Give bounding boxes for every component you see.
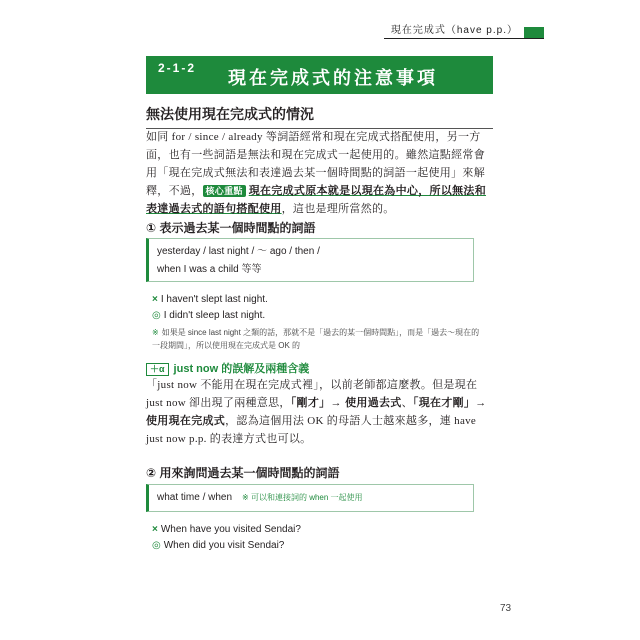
- double-circle-icon: ◎: [152, 310, 161, 321]
- running-head-marker: [524, 27, 544, 38]
- section2-wrong-example: [152, 522, 301, 538]
- section1-note: [152, 326, 487, 352]
- section2-box-text: what time / when: [157, 492, 233, 503]
- section2-box-note: ※ 可以和連接詞的 when 一起使用: [242, 493, 363, 502]
- plus-bold-2: 「現在才剛」→ 使用現在完成式: [146, 397, 487, 427]
- plus-alpha-badge: ＋α: [146, 363, 169, 376]
- section2-word-box: [146, 484, 474, 512]
- cross-icon: ×: [152, 524, 158, 535]
- section1-heading: ① 表示過去某一個時間點的詞語: [146, 221, 316, 235]
- section1-wrong-text: I haven't slept last night.: [160, 294, 268, 305]
- section1-box-line2: when I was a child 等等: [157, 264, 262, 275]
- section-title: 現在完成式的注意事項: [228, 68, 438, 88]
- core-point-badge: 核心重點: [203, 185, 246, 197]
- sub-heading: 無法使用現在完成式的情況: [146, 104, 493, 129]
- plus-heading: [146, 360, 309, 376]
- note-icon: ※: [152, 328, 159, 337]
- cross-icon: ×: [152, 294, 158, 305]
- section1-note-text: 如果是 since last night 之類的話，那就不是「過去的某一個時間點」，而是「過去～現在的一段期間」，所以使用現在完成式是 OK 的: [152, 328, 480, 350]
- running-head-title: 現在完成式（have p.p.）: [390, 25, 518, 36]
- intro-tail: ，這也是理所當然的。: [281, 203, 395, 215]
- running-head: [384, 26, 544, 39]
- section1-right-text: I didn't sleep last night.: [163, 310, 266, 321]
- section1-word-box: [146, 238, 474, 282]
- intro-text: 如同 for / since / already 等詞語經常和現在完成式搭配使用，另一方面，也有一些詞語是無法和現在完成式一起使用的。雖然這點經常會用「現在完成式無法和表達過去某一個時間點的詞語一起使用」來解釋，不過，: [146, 131, 485, 197]
- section2-heading: ② 用來詢問過去某一個時間點的詞語: [146, 466, 340, 480]
- section-number: 2-1-2: [158, 61, 197, 75]
- plus-bold-1: 「剛才」→ 使用過去式: [290, 397, 402, 409]
- plus-text-1: 「just now 不能用在現在完成式裡」，以前老師都這麼教。但是現在 just now 卻出現了兩種意思，: [146, 379, 478, 409]
- page-number: 73: [500, 603, 512, 614]
- section1-box-line1: yesterday / last night / ～ ago / then /: [157, 246, 320, 257]
- double-circle-icon: ◎: [152, 540, 161, 551]
- plus-title: just now 的誤解及兩種含義: [173, 363, 310, 375]
- plus-paragraph: [146, 376, 493, 448]
- section1-wrong-example: [152, 292, 268, 308]
- section-banner: [146, 56, 493, 94]
- section2-wrong-text: When have you visited Sendai?: [160, 524, 301, 535]
- section1-right-example: [152, 308, 265, 324]
- section2-right-text: When did you visit Sendai?: [163, 540, 285, 551]
- section2-right-example: [152, 538, 284, 554]
- plus-text-2: 、: [401, 397, 413, 409]
- intro-paragraph: [146, 128, 493, 218]
- plus-text-3: ，認為這個用法 OK 的母語人士越來越多，連 have just now p.p. 的表達方式也可以。: [146, 415, 477, 445]
- core-point-text: 現在完成式原本就是以現在為中心，所以無法和表達過去式的語句搭配使用: [146, 185, 487, 215]
